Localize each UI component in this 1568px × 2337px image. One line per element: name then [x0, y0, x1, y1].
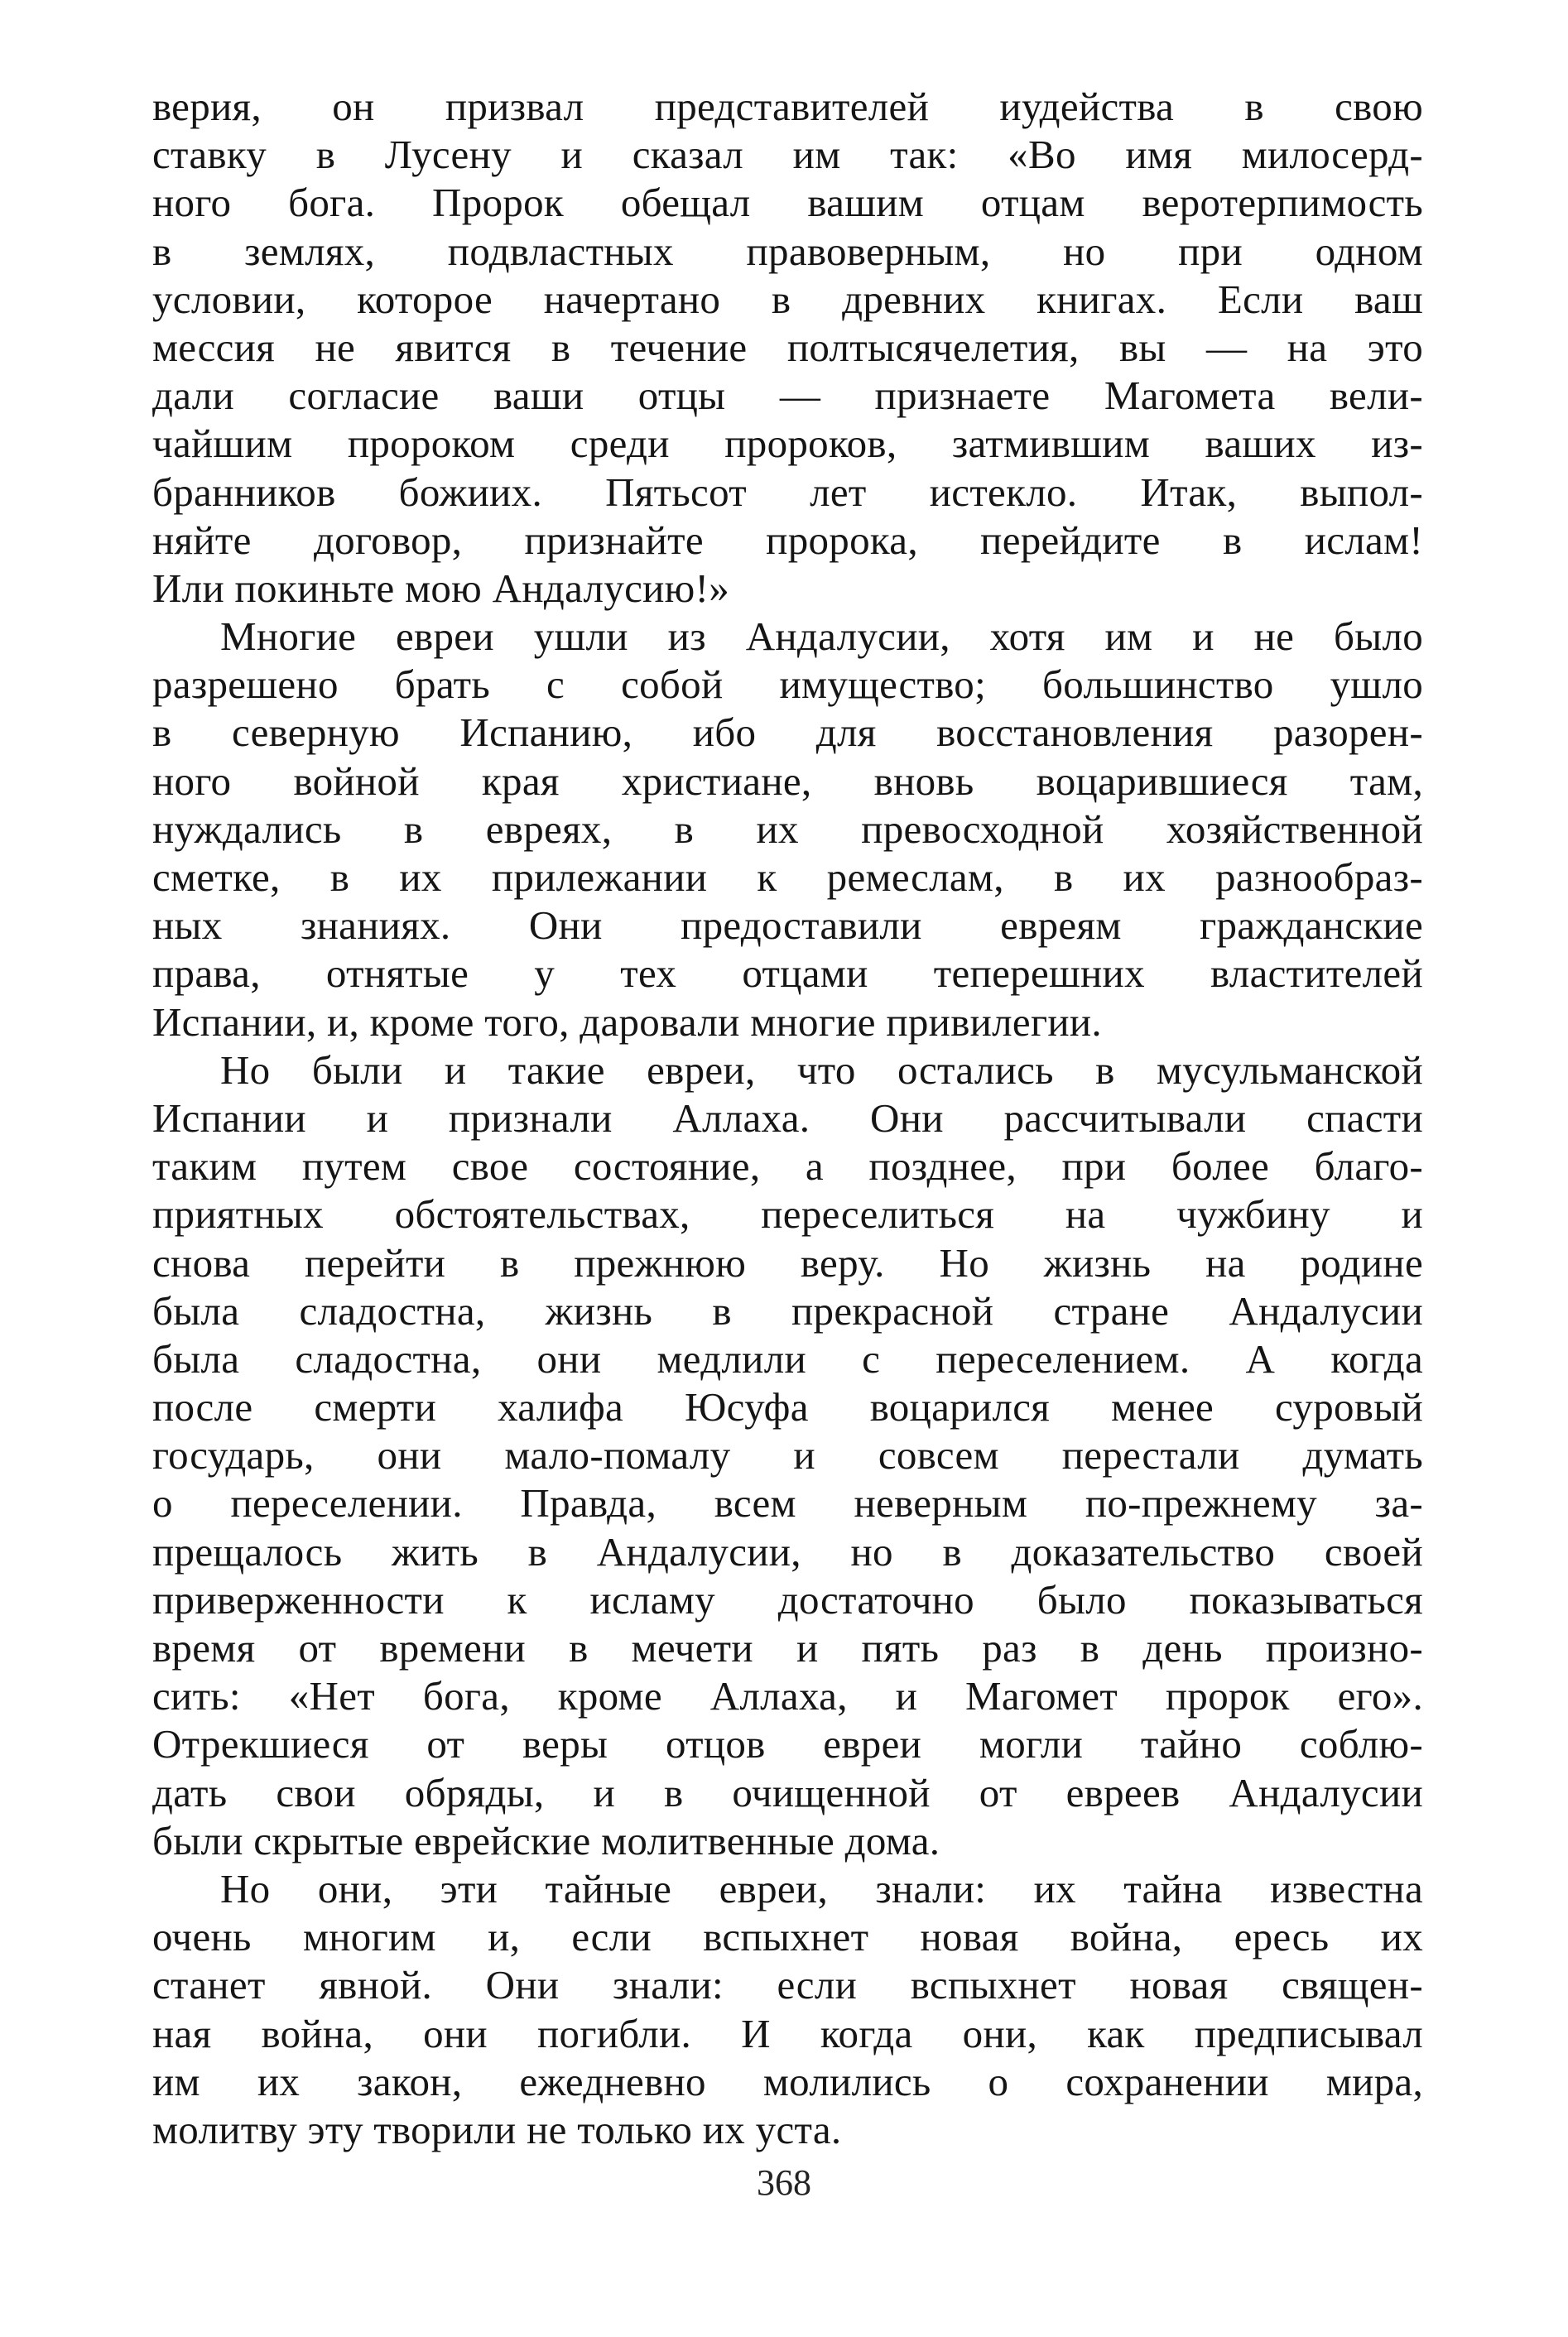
- text-line: дать свои обряды, и в очищенной от евреев Андалусии: [152, 1769, 1423, 1815]
- text-line: Отрекшиеся от веры отцов евреи могли тайно соблю-: [152, 1721, 1423, 1767]
- paragraph: [152, 83, 1423, 613]
- text-line: Но были и такие евреи, что остались в мусульманской: [220, 1046, 1423, 1093]
- text-line: в северную Испанию, ибо для восстановления разорен-: [152, 709, 1423, 756]
- text-line: очень многим и, если вспыхнет новая война, ересь их: [152, 1914, 1423, 1960]
- text-line: снова перейти в прежнюю веру. Но жизнь на родине: [152, 1239, 1423, 1286]
- page-number: 368: [757, 2162, 811, 2203]
- text-line: бранников божиих. Пятьсот лет истекло. Итак, выпол-: [152, 469, 1423, 515]
- text-line: ного войной края христиане, вновь воцарившиеся там,: [152, 757, 1423, 804]
- text-line: чайшим пророком среди пророков, затмившим ваших из-: [152, 421, 1423, 467]
- text-line: были скрытые еврейские молитвенные дома.: [152, 1817, 940, 1863]
- text-line: Испании и признали Аллаха. Они рассчитывали спасти: [152, 1094, 1423, 1141]
- text-line: разрешено брать с собой имущество; большинство ушло: [152, 661, 1423, 708]
- text-line: ных знаниях. Они предоставили евреям гражданские: [152, 902, 1423, 949]
- text-line: время от времени в мечети и пять раз в день произно-: [152, 1625, 1423, 1671]
- text-column: [152, 83, 1423, 2154]
- text-line: прещалось жить в Андалусии, но в доказательство своей: [152, 1528, 1423, 1575]
- text-line: няйте договор, признайте пророка, перейдите в ислам!: [152, 517, 1423, 563]
- text-line: была сладостна, жизнь в прекрасной стране Андалусии: [152, 1287, 1423, 1334]
- text-line: приятных обстоятельствах, переселиться на чужбину и: [152, 1191, 1423, 1238]
- text-line: приверженности к исламу достаточно было показываться: [152, 1576, 1423, 1623]
- page-body: [152, 83, 1423, 2154]
- text-line: нуждались в евреях, в их превосходной хозяйственной: [152, 805, 1423, 852]
- text-line: ного бога. Пророк обещал вашим отцам веротерпимость: [152, 180, 1423, 226]
- text-line: верия, он призвал представителей иудейства в свою: [152, 84, 1423, 129]
- text-line: Но они, эти тайные евреи, знали: их тайна известна: [220, 1865, 1423, 1911]
- text-line: им их закон, ежедневно молились о сохранении мира,: [152, 2058, 1423, 2104]
- text-line: в землях, подвластных правоверным, но при одном: [152, 228, 1423, 274]
- text-line: сить: «Нет бога, кроме Аллаха, и Магомет пророк его».: [152, 1673, 1423, 1719]
- text-line: таким путем свое состояние, а позднее, при более благо-: [152, 1143, 1423, 1190]
- text-line: ная война, они погибли. И когда они, как предписывал: [152, 2010, 1423, 2056]
- text-line: сметке, в их прилежании к ремеслам, в их разнообраз-: [152, 854, 1423, 900]
- text-line: ставку в Лусену и сказал им так: «Во имя милосерд-: [152, 132, 1423, 178]
- paragraph: [152, 1865, 1423, 2154]
- paragraph: [152, 613, 1423, 1046]
- text-line: была сладостна, они медлили с переселением. А когда: [152, 1335, 1423, 1382]
- text-line: Испании, и, кроме того, даровали многие привилегии.: [152, 998, 1102, 1045]
- text-line: станет явной. Они знали: если вспыхнет новая священ-: [152, 1962, 1423, 2008]
- text-line: Многие евреи ушли из Андалусии, хотя им и не было: [220, 613, 1423, 660]
- text-line: мессия не явится в течение полтысячелетия, вы — на это: [152, 324, 1423, 370]
- text-line: Или покиньте мою Андалусию!»: [152, 565, 730, 611]
- paragraph: [152, 1046, 1423, 1865]
- text-line: права, отнятые у тех отцами теперешних властителей: [152, 950, 1423, 997]
- text-line: о переселении. Правда, всем неверным по-прежнему за-: [152, 1480, 1423, 1527]
- text-line: дали согласие ваши отцы — признаете Магомета вели-: [152, 373, 1423, 419]
- text-line: государь, они мало-помалу и совсем перестали думать: [152, 1432, 1423, 1479]
- text-line: условии, которое начертано в древних книгах. Если ваш: [152, 276, 1423, 322]
- text-line: после смерти халифа Юсуфа воцарился менее суровый: [152, 1384, 1423, 1431]
- text-line: молитву эту творили не только их уста.: [152, 2106, 842, 2152]
